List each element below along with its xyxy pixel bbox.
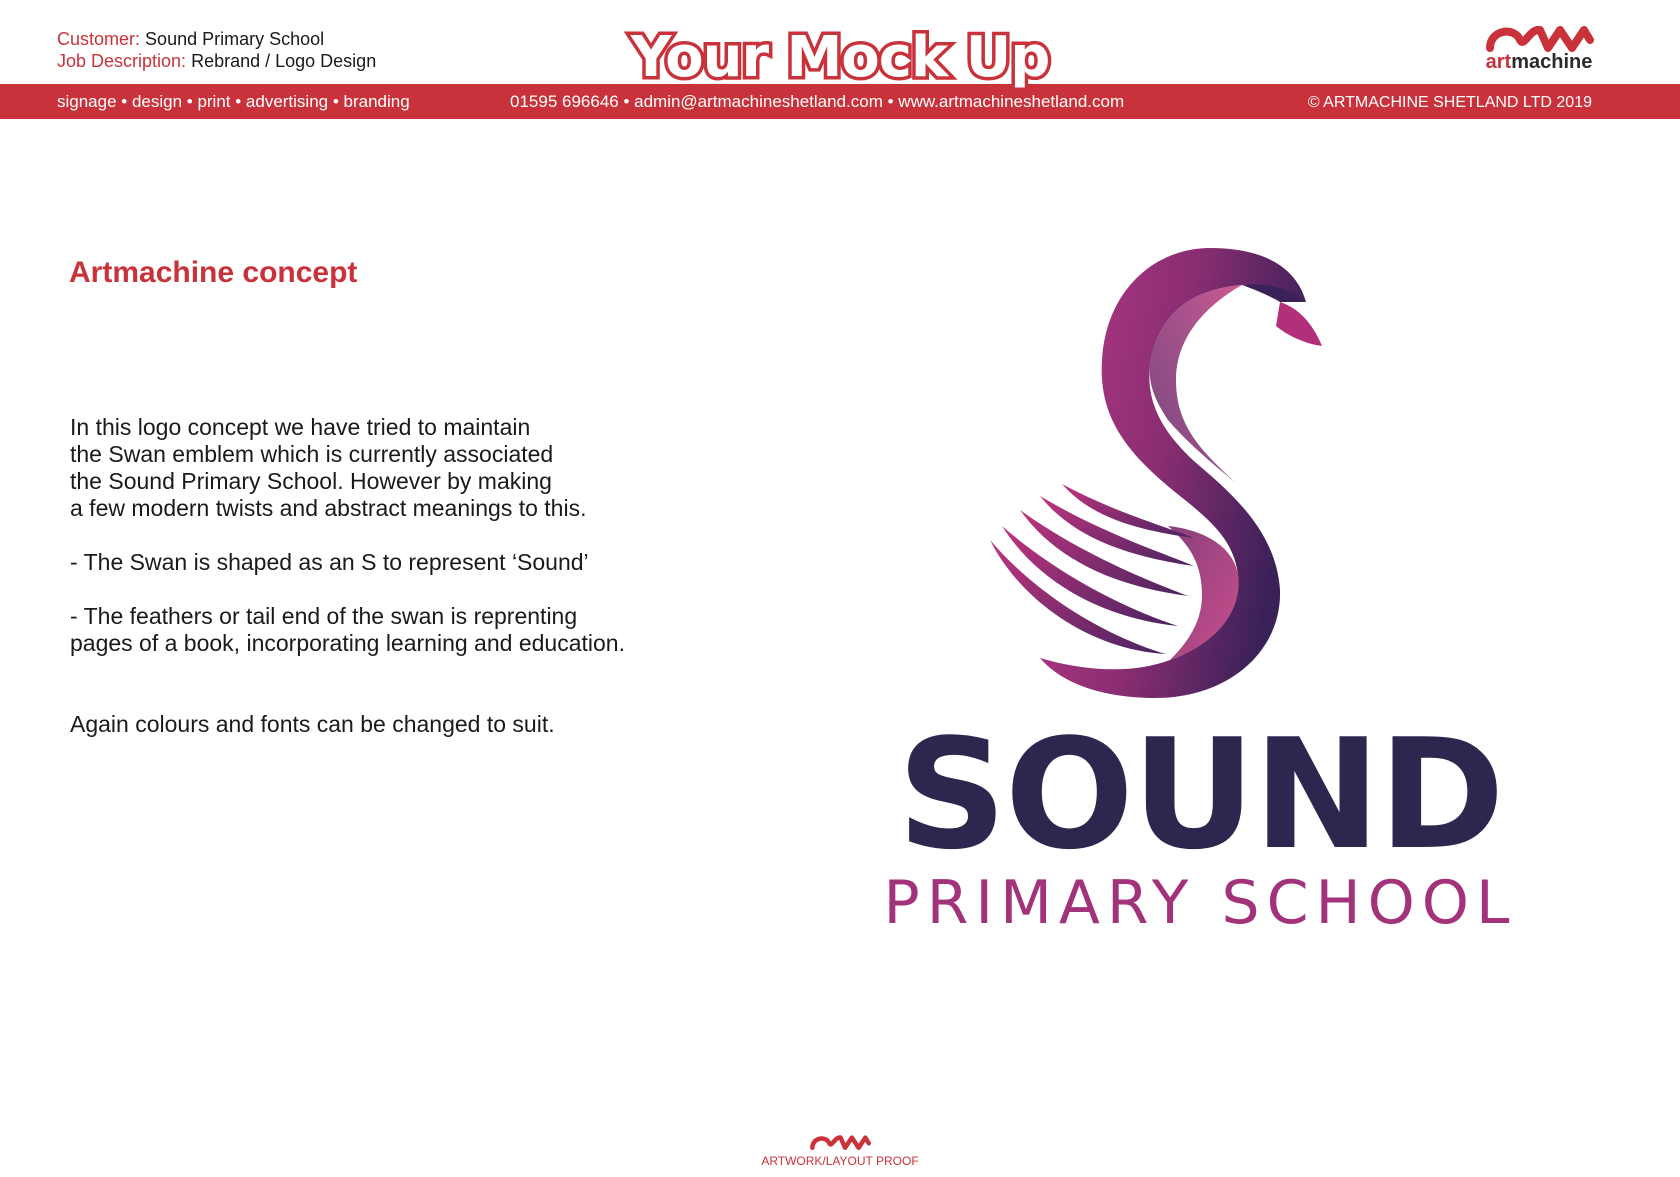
job-description-label: Job Description: bbox=[57, 51, 187, 71]
artmachine-logo-icon bbox=[1484, 18, 1594, 54]
concept-paragraph-s-shape: - The Swan is shaped as an S to represent ‘Sound’ bbox=[70, 549, 589, 575]
concept-paragraph-feathers: - The feathers or tail end of the swan is reprenting pages of a book, incorporating learning and education. bbox=[70, 603, 625, 656]
artmachine-logo-icon bbox=[809, 1130, 871, 1152]
concept-paragraph-intro: In this logo concept we have tried to maintain the Swan emblem which is currently associated the Sound Primary School. However by making a few modern twists and abstract meanings to this. bbox=[70, 414, 587, 521]
concept-paragraph-closing: Again colours and fonts can be changed to suit. bbox=[70, 711, 555, 737]
brand-wordmark-machine: machine bbox=[1511, 51, 1593, 73]
brand-logo bbox=[1483, 18, 1595, 78]
copyright-text: © ARTMACHINE SHETLAND LTD 2019 bbox=[1307, 94, 1592, 111]
concept-description bbox=[70, 414, 710, 738]
concept-title: Artmachine concept bbox=[69, 256, 358, 289]
footer-proof-mark bbox=[0, 1130, 1680, 1168]
artwork-proof-label: ARTWORK/LAYOUT PROOF bbox=[761, 1154, 919, 1168]
contact-text: 01595 696646 • admin@artmachineshetland.com • www.artmachineshetland.com bbox=[510, 92, 1125, 111]
mock-up-title: Your Mock Up bbox=[630, 25, 1050, 90]
services-text: signage • design • print • advertising • branding bbox=[57, 92, 410, 111]
customer-value: Sound Primary School bbox=[145, 29, 325, 49]
logo-subtitle: PRIMARY SCHOOL bbox=[883, 868, 1517, 938]
logo-name: SOUND bbox=[897, 706, 1503, 883]
swan-s-emblem bbox=[980, 230, 1380, 710]
job-description-value: Rebrand / Logo Design bbox=[191, 51, 377, 71]
brand-wordmark bbox=[1483, 52, 1595, 72]
brand-wordmark-art: art bbox=[1485, 51, 1512, 73]
customer-label: Customer: bbox=[57, 29, 141, 49]
